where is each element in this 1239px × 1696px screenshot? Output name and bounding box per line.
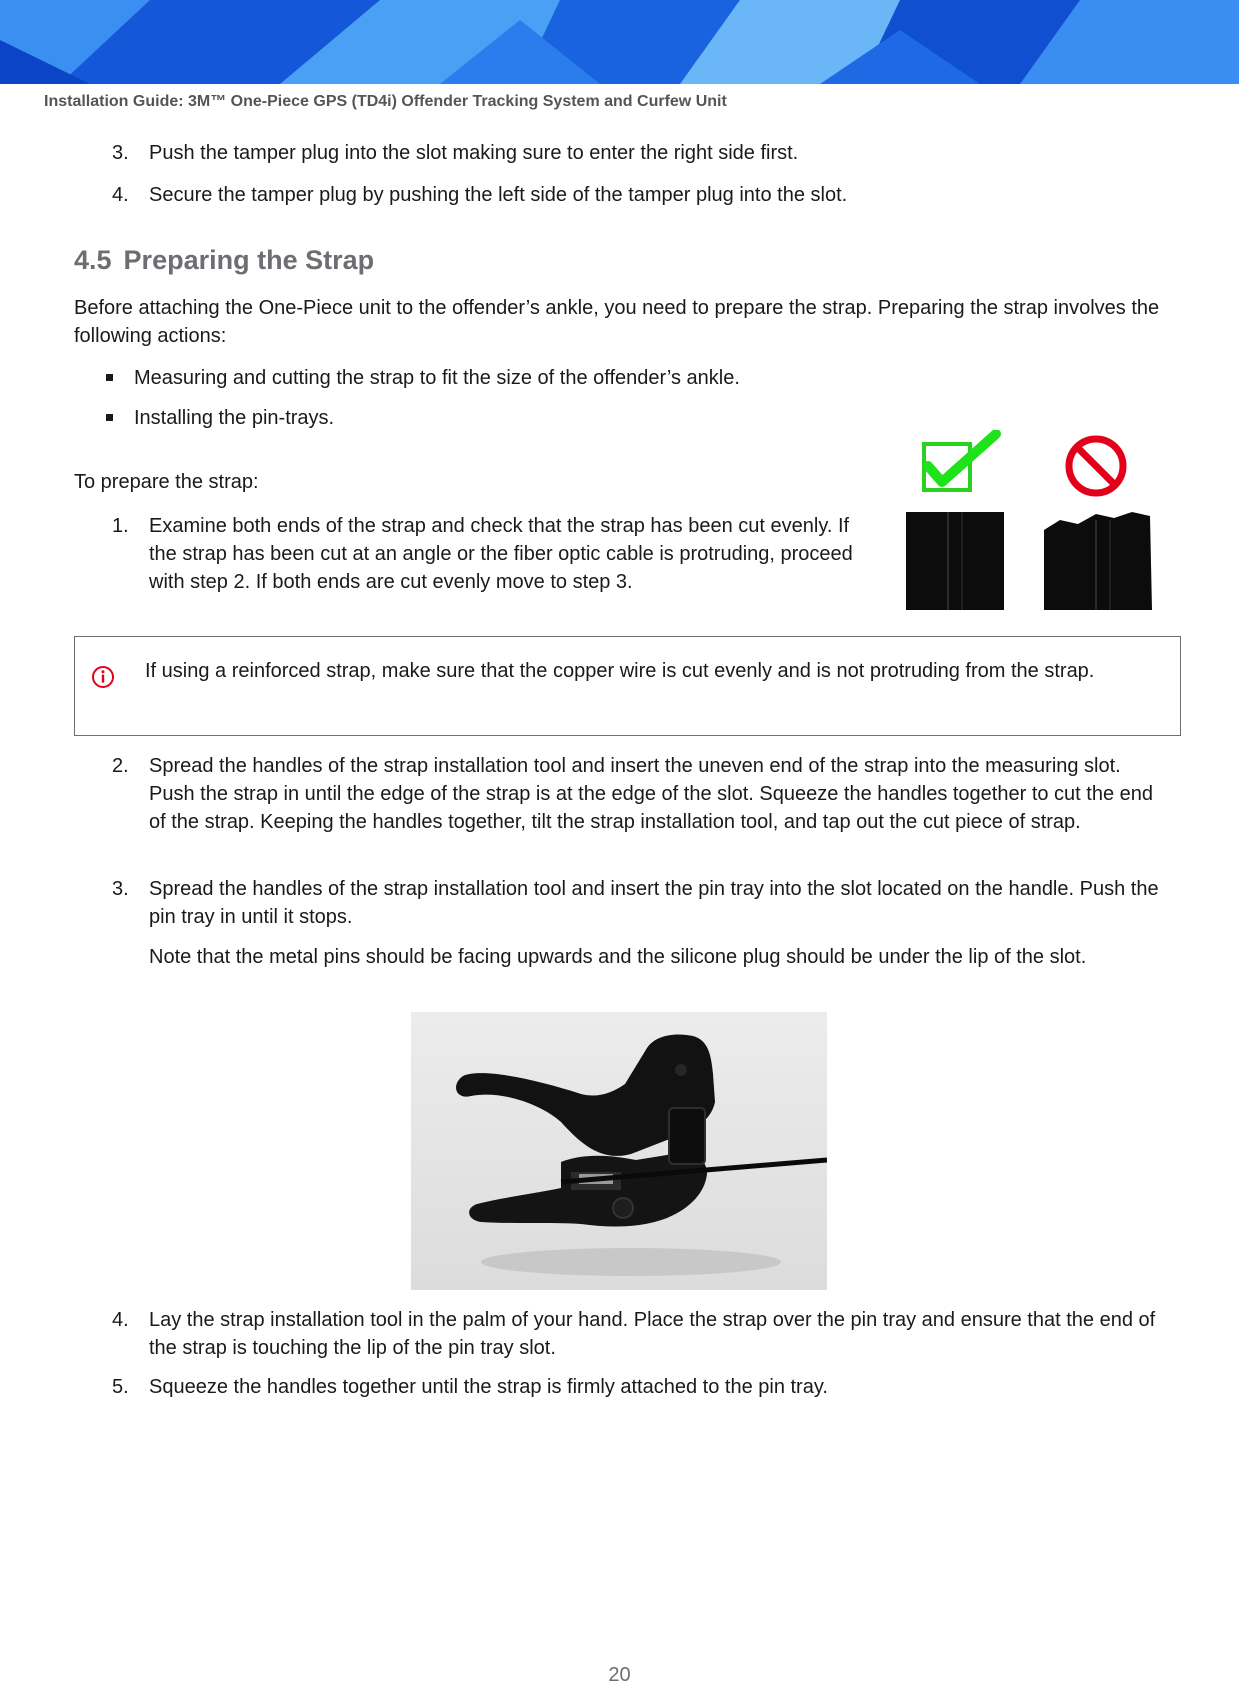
- step-number: 3.: [112, 142, 129, 164]
- step-number: 4.: [112, 1309, 129, 1331]
- info-note: [74, 636, 1181, 736]
- bullet-item: [106, 364, 1165, 392]
- step-number: 4.: [112, 184, 129, 206]
- intro-paragraph: Before attaching the One-Piece unit to the offender’s ankle, you need to prepare the strap. Preparing the strap involves the following actions:: [74, 297, 1160, 347]
- header-title: Installation Guide: 3M™ One-Piece GPS (TD4i) Offender Tracking System and Curfew Unit: [44, 93, 727, 110]
- uneven-strap-image: [1044, 512, 1152, 610]
- strap-compare-figure: [900, 430, 1210, 612]
- step-text: Secure the tamper plug by pushing the left side of the tamper plug into the slot.: [149, 184, 848, 206]
- strap-tool-image: [411, 1012, 827, 1290]
- step-item: [112, 1373, 1165, 1401]
- step-number: 5.: [112, 1376, 129, 1398]
- bullet-text: Measuring and cutting the strap to fit the size of the offender’s ankle.: [134, 367, 740, 389]
- bullet-marker: [106, 414, 113, 421]
- info-icon: [91, 665, 115, 689]
- step-number: 1.: [112, 515, 129, 537]
- step-item: [112, 875, 1165, 971]
- step-item: [112, 512, 869, 596]
- section-number: 4.5: [74, 245, 112, 275]
- section-heading: [74, 245, 374, 276]
- lead-in-text: To prepare the strap:: [74, 471, 259, 493]
- step-text: Examine both ends of the strap and check that the strap has been cut evenly. If the strap has been cut at an angle or the fiber optic cable is protruding, proceed with step 2. If both ends are cut evenly move to step 3.: [149, 515, 853, 593]
- step-number: 2.: [112, 755, 129, 777]
- section-title: Preparing the Strap: [123, 245, 375, 275]
- note-text: If using a reinforced strap, make sure that the copper wire is cut evenly and is not protruding from the strap.: [145, 660, 1095, 682]
- step-item: [112, 181, 1165, 209]
- bullet-marker: [106, 374, 113, 381]
- step-text: Squeeze the handles together until the strap is firmly attached to the pin tray.: [149, 1376, 828, 1398]
- step-item: [112, 752, 1165, 836]
- page-number: 20: [608, 1664, 631, 1686]
- header-banner: [0, 0, 1239, 84]
- checkmark-icon: [924, 434, 996, 490]
- even-strap-image: [906, 512, 1004, 610]
- bullet-text: Installing the pin-trays.: [134, 407, 335, 429]
- step-item: [112, 1306, 1165, 1362]
- step-text: Lay the strap installation tool in the palm of your hand. Place the strap over the pin tray and ensure that the end of the strap is touching the lip of the pin tray slot.: [149, 1309, 1156, 1359]
- step-text: Push the tamper plug into the slot making sure to enter the right side first.: [149, 142, 799, 164]
- prohibited-icon: [1069, 439, 1123, 493]
- bullet-item: [106, 404, 1165, 432]
- step-note-text: Note that the metal pins should be facing upwards and the silicone plug should be under the lip of the slot.: [149, 946, 1087, 968]
- step-number: 3.: [112, 878, 129, 900]
- step-text: Spread the handles of the strap installation tool and insert the pin tray into the slot located on the handle. Push the pin tray in until it stops.: [149, 878, 1159, 928]
- step-item: [112, 139, 1165, 167]
- step-text: Spread the handles of the strap installation tool and insert the uneven end of the strap into the measuring slot. Push the strap in until the edge of the strap is at the edge of the slot. Squeeze the handles together to cut the end of the strap. Keeping the handles together, tilt the strap installation tool, and tap out the cut piece of strap.: [149, 755, 1154, 833]
